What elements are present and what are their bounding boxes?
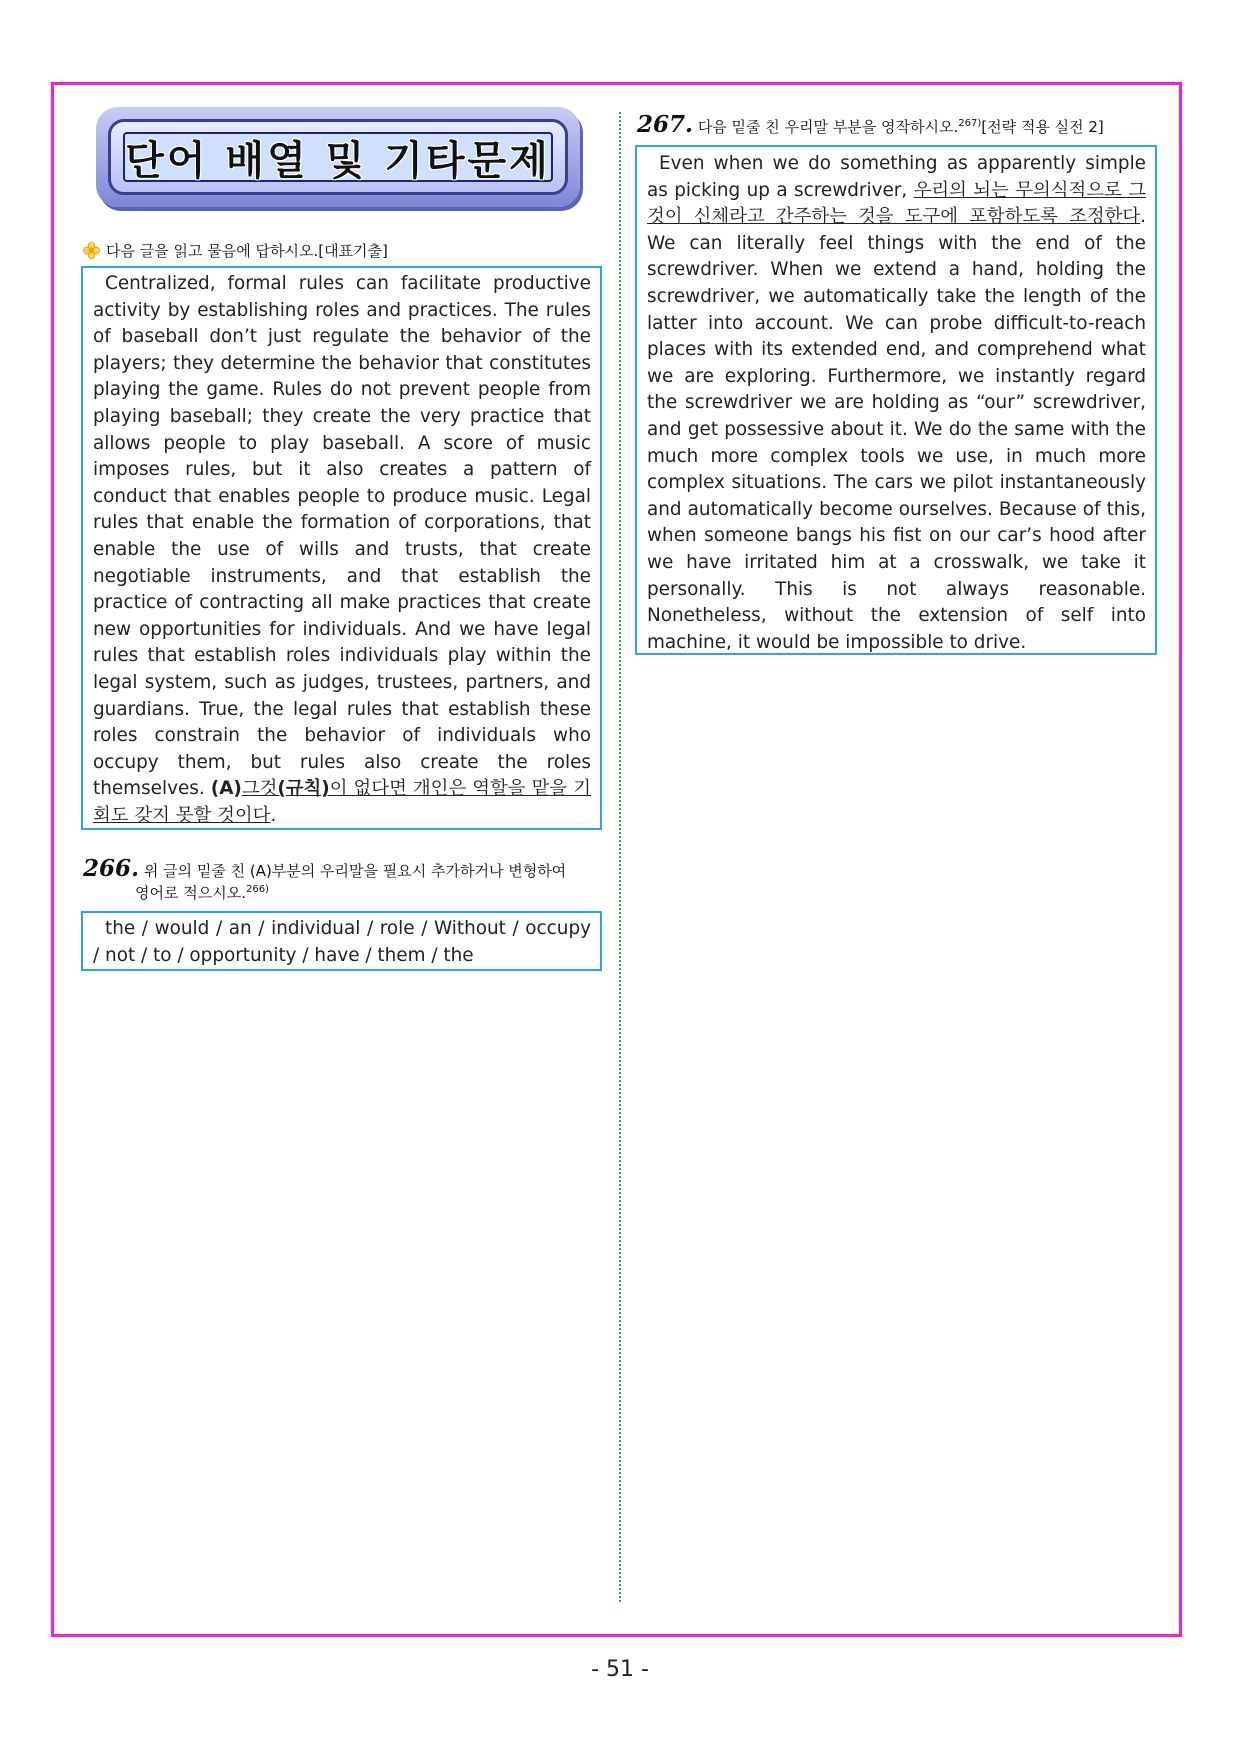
question-267-tag: [전략 적용 실전 2] [981,118,1104,136]
section-title-frame [108,119,568,195]
passage-2-text [647,151,1146,656]
question-267-number: 267. [637,111,694,138]
section-title-banner [96,107,580,207]
passage-1-body: Centralized, formal rules can facilitate productive activity by establishing roles and practices. The rules of baseball don’t just regulate the behavior of the players; they determine the behavior that constitutes playing the game. Rules do not prevent people from playing baseball; they create the very practice that allows people to play baseball. A score of music imposes rules, but it also creates a pattern of conduct that enables people to produce music. Legal rules that enable the formation of corporations, that enable the use of wills and trusts, that create negotiable instruments, and that establish the practice of contracting all make practices that create new opportunities for individuals. And we have legal rules that establish roles individuals play within the legal system, such as judges, trustees, partners, and guardians. True, the legal rules that establish these roles constrain the behavior of individuals who occupy them, but rules also create the roles themselves. [93,273,591,800]
question-266 [83,855,603,904]
passage-1-underlined-a: 그것 [241,778,278,800]
instruction [83,240,388,261]
section-title: 단어 배열 및 기타문제 [125,137,551,184]
question-267-text: 다음 밑줄 친 우리말 부분을 영작하시오. [697,118,959,136]
passage-2-rest: . We can literally feel things with the end of the screwdriver. When we extend a hand, holding the screwdriver, we automatically take the length of the latter into account. We can probe difficult-to-reach places with its extended end, and comprehend what we are exploring. Furthermore, we instantly regard the screwdriver we are holding as “our” screwdriver, and get possessive about it. We do the same with the much more complex tools we use, in much more complex situations. The cars we pilot instantaneously and automatically become ourselves. Because of this, when someone bangs his fist on our car’s hood after we have irritated him at a crosswalk, we take it personally. This is not always reasonable. Nonetheless, without the extension of self into machine, it would be impossible to drive. [647,206,1146,653]
question-267-footnote: 267) [958,118,982,129]
passage-box-2 [635,145,1157,655]
question-267 [637,111,1177,138]
instruction-text: 다음 글을 읽고 물음에 답하시오. [106,242,319,260]
passage-1-paren: (규칙) [277,778,330,800]
instruction-tag: [대표기출] [318,242,388,260]
section-title-plate [123,132,553,182]
column-divider [619,112,621,1602]
flower-bullet-icon [83,242,100,259]
question-266-line2: 영어로 적으시오. [135,884,246,902]
question-266-number: 266. [83,855,140,882]
word-bank-box [81,911,602,971]
page-number: - 51 - [591,1657,649,1682]
passage-1-text [93,271,591,829]
passage-box-1 [81,266,602,830]
question-266-line1: 위 글의 밑줄 친 (A)부분의 우리말을 필요시 추가하거나 변형하여 [143,862,567,880]
passage-1-underlined-b: 이 없다면 개인은 역할을 맡을 기회도 갖지 못할 것이다 [93,778,591,826]
passage-2-start: Even when we do something as apparently simple as picking up a screwdriver, [647,153,1146,201]
passage-1-end: . [270,804,277,826]
passage-1-marker: (A) [210,778,242,800]
passage-2-underlined: 우리의 뇌는 무의식적으로 그것이 신체라고 간주하는 것을 도구에 포함하도록 조정한다 [647,179,1146,228]
question-266-footnote: 266) [245,884,269,895]
word-bank: the / would / an / individual / role / Without / occupy / not / to / opportunity / have / them / the [93,918,591,966]
